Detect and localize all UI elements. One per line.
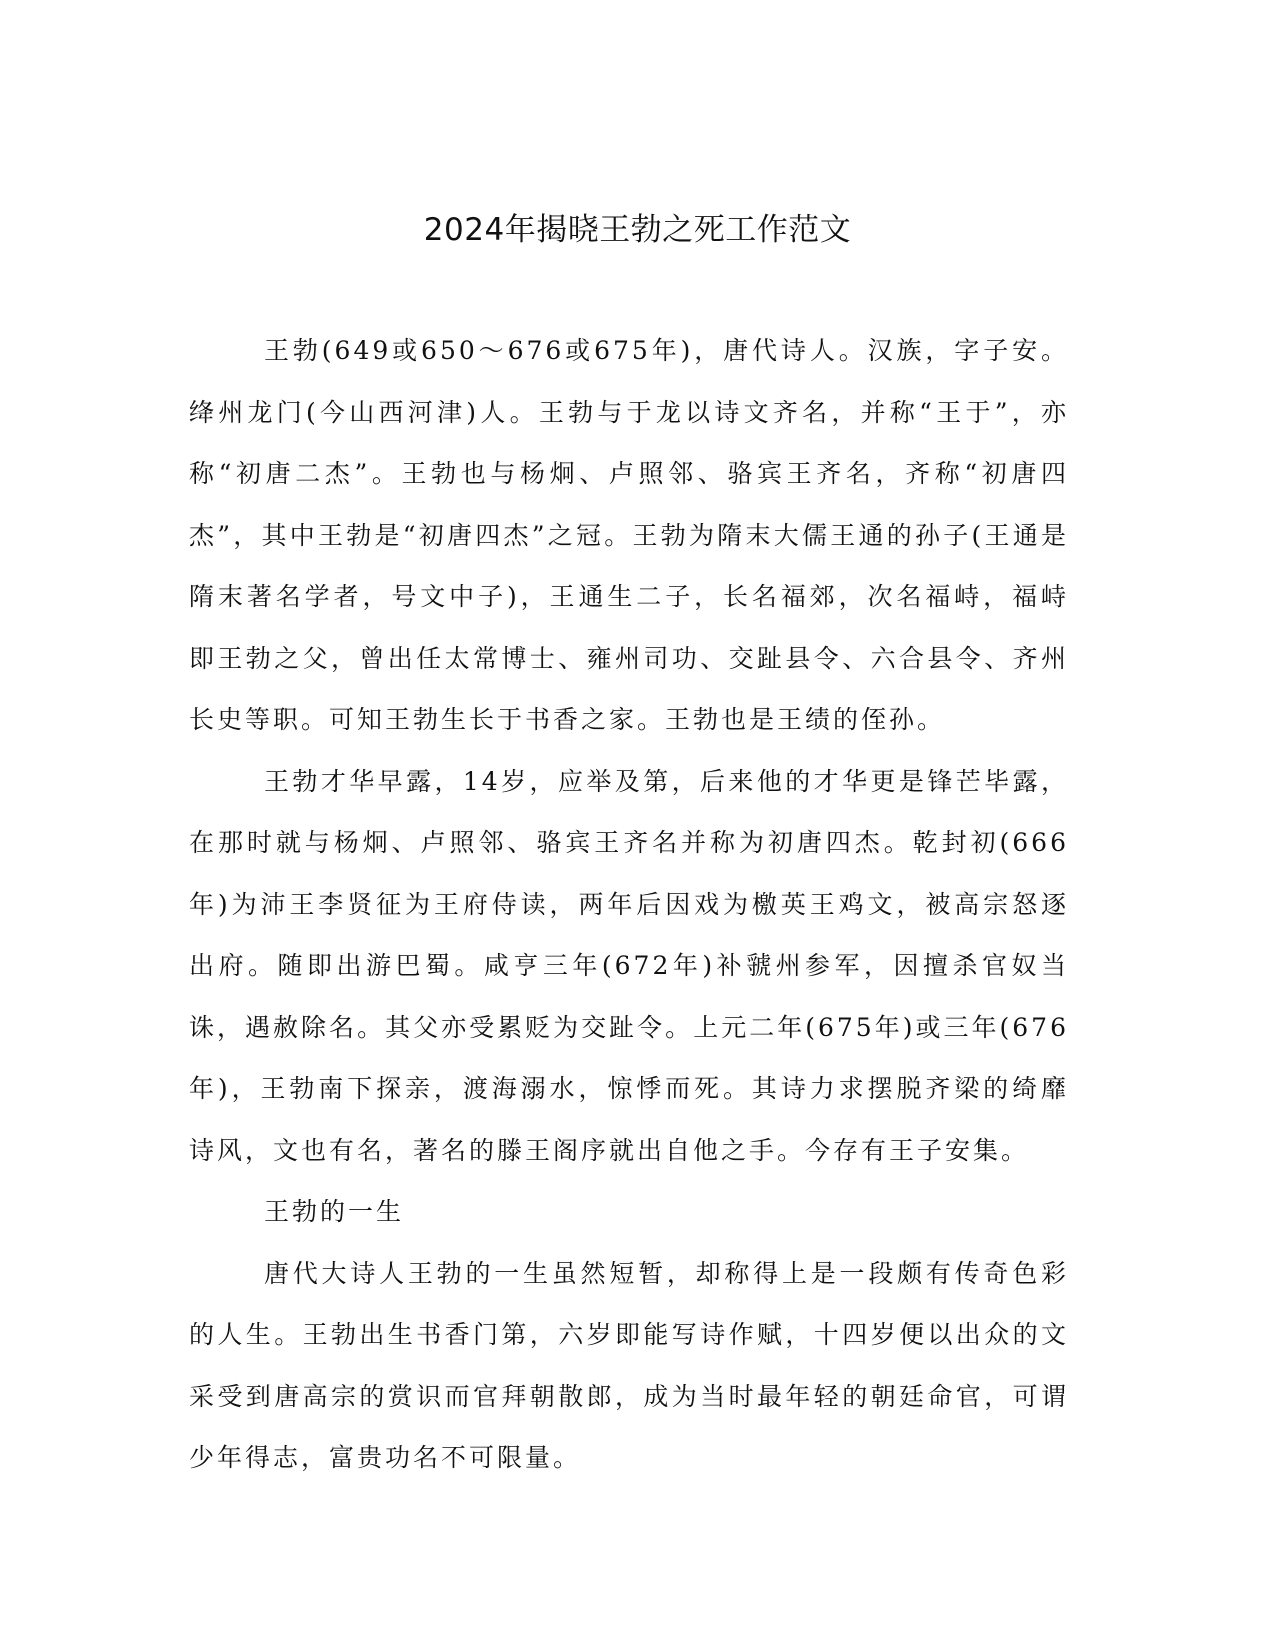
document-body: [189, 320, 1069, 1489]
document-title: 2024年揭晓王勃之死工作范文: [423, 212, 852, 248]
paragraph-career: 王勃才华早露，14岁，应举及第，后来他的才华更是锋芒毕露，在那时就与杨炯、卢照邻、骆宾王齐名并称为初唐四杰。乾封初(666年)为沛王李贤征为王府侍读，两年后因戏为檄英王鸡文，被高宗怒逐出府。随即出游巴蜀。咸亨三年(672年)补虢州参军，因擅杀官奴当诛，遇赦除名。其父亦受累贬为交趾令。上元二年(675年)或三年(676年)，王勃南下探亲，渡海溺水，惊悸而死。其诗力求摆脱齐梁的绮靡诗风，文也有名，著名的滕王阁序就出自他之手。今存有王子安集。: [189, 766, 1069, 1165]
section-heading-life: 王勃的一生: [264, 1197, 405, 1226]
paragraph-intro: 王勃(649或650～676或675年)，唐代诗人。汉族，字子安。绛州龙门(今山西河津)人。王勃与于龙以诗文齐名，并称“王于”，亦称“初唐二杰”。王勃也与杨炯、卢照邻、骆宾王齐名，齐称“初唐四杰”，其中王勃是“初唐四杰”之冠。王勃为隋末大儒王通的孙子(王通是隋末著名学者，号文中子)，王通生二子，长名福郊，次名福峙，福峙即王勃之父，曾出任太常博士、雍州司功、交趾县令、六合县令、齐州长史等职。可知王勃生长于书香之家。王勃也是王绩的侄孙。: [189, 336, 1069, 734]
paragraph-life: 唐代大诗人王勃的一生虽然短暂，却称得上是一段颇有传奇色彩的人生。王勃出生书香门第，六岁即能写诗作赋，十四岁便以出众的文采受到唐高宗的赏识而官拜朝散郎，成为当时最年轻的朝廷命官，可谓少年得志，富贵功名不可限量。: [189, 1258, 1069, 1472]
